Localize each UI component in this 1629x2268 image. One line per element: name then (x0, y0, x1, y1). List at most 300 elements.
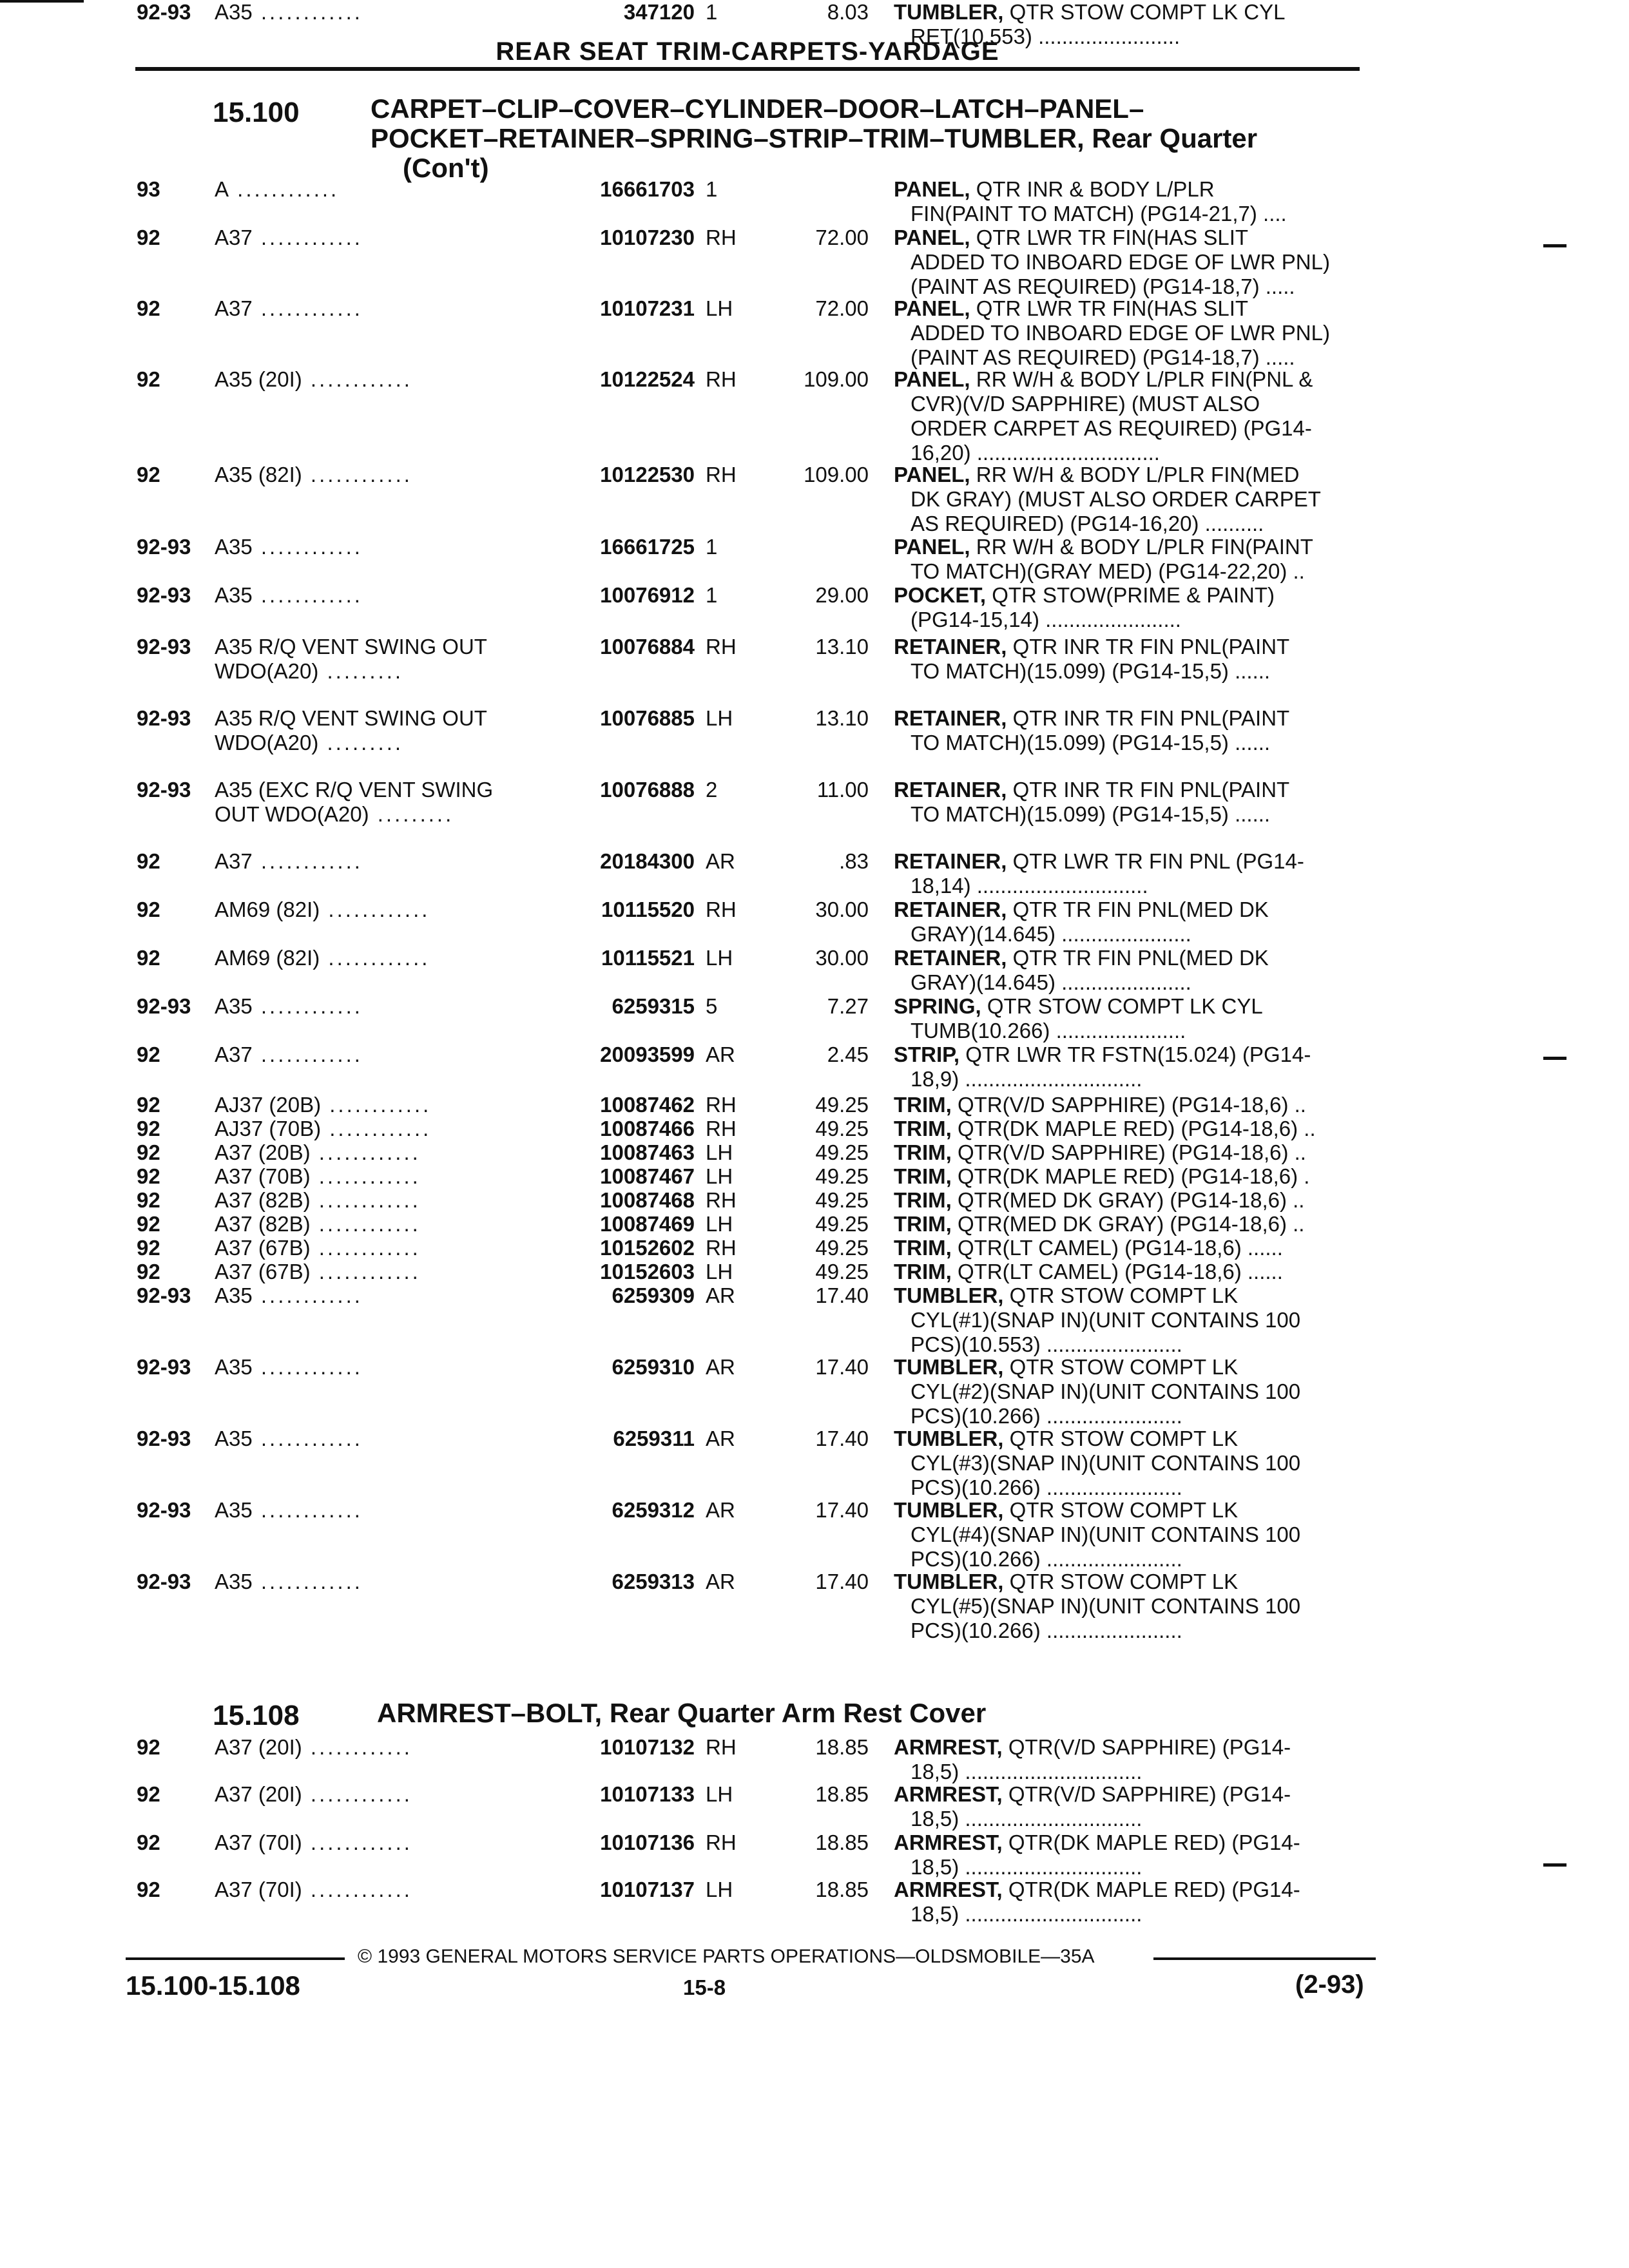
model-code: A35 (82I) (215, 463, 302, 486)
dot-leader: ......... (369, 802, 454, 826)
quantity: 1 (706, 535, 718, 559)
part-keyword: ARMREST, (894, 1831, 1003, 1854)
part-keyword: RETAINER, (894, 898, 1007, 921)
model-code: A35 (215, 1355, 253, 1379)
model-code: A37 (70I) (215, 1831, 302, 1854)
dot-leader: ............ (252, 0, 363, 24)
description-line: 18,14) ............................. (911, 874, 1148, 898)
part-keyword: TRIM, (894, 1236, 952, 1260)
description-line: 18,5) .............................. (911, 1902, 1142, 1926)
model-year: 92 (137, 898, 160, 921)
price: 109.00 (804, 463, 869, 486)
description-line: PCS)(10.553) ....................... (911, 1332, 1182, 1356)
description-line: GRAY)(14.645) ...................... (911, 922, 1191, 946)
description-line: QTR(LT CAMEL) (PG14-18,6) ...... (958, 1260, 1283, 1283)
price: 18.85 (815, 1735, 869, 1759)
quantity: RH (706, 1117, 737, 1140)
quantity: LH (706, 1878, 733, 1901)
dot-leader: ............ (252, 1355, 363, 1379)
part-description (894, 0, 1383, 49)
part-number: 10107230 (600, 226, 695, 249)
model-code: A35 (EXC R/Q VENT SWING OUT WDO(A20) (215, 778, 494, 826)
description-line: QTR INR & BODY L/PLR (976, 177, 1215, 201)
model-year: 92 (137, 1212, 160, 1236)
part-keyword: TRIM, (894, 1093, 952, 1117)
dot-leader: ............ (310, 1236, 421, 1260)
model-year: 92 (137, 367, 160, 391)
model-year: 92 (137, 1236, 160, 1260)
dot-leader: ............ (252, 535, 363, 559)
section-number: 15.108 (213, 1700, 300, 1731)
quantity: 1 (706, 177, 718, 201)
quantity: AR (706, 1498, 735, 1522)
model-year: 92-93 (137, 1570, 191, 1593)
part-description (894, 583, 1383, 632)
quantity: AR (706, 849, 735, 873)
model-year: 92 (137, 226, 160, 249)
part-keyword: TUMBLER, (894, 1498, 1004, 1522)
part-number: 10115520 (601, 898, 695, 921)
description-line: 16,20) ............................... (911, 441, 1160, 465)
part-keyword: TRIM, (894, 1140, 952, 1164)
section-title (371, 94, 1257, 183)
quantity: RH (706, 1735, 737, 1759)
model-code: A35 (215, 1498, 253, 1522)
part-description (894, 1283, 1383, 1357)
part-description (894, 1735, 1383, 1784)
description-line: QTR(MED DK GRAY) (PG14-18,6) .. (958, 1188, 1305, 1212)
part-description (894, 177, 1383, 226)
part-description (894, 1831, 1383, 1879)
description-line: QTR INR TR FIN PNL(PAINT (1012, 778, 1290, 802)
description-line: QTR LWR TR FSTN(15.024) (PG14- (965, 1043, 1311, 1066)
description-line: 18,5) .............................. (911, 1760, 1142, 1783)
model-year: 92 (137, 1831, 160, 1854)
part-number: 10107136 (600, 1831, 695, 1854)
part-keyword: TRIM, (894, 1164, 952, 1188)
dot-leader: ............ (320, 946, 430, 970)
description-line: 18,5) .............................. (911, 1807, 1142, 1831)
description-line: TUMB(10.266) ...................... (911, 1019, 1186, 1043)
part-number: 347120 (623, 0, 695, 24)
quantity: RH (706, 367, 737, 391)
dot-leader: ............ (252, 994, 363, 1018)
part-description (894, 1140, 1383, 1165)
price: 17.40 (815, 1283, 869, 1307)
footer-page-number: 15-8 (683, 1975, 726, 1999)
part-description (894, 1878, 1383, 1927)
description-line: TO MATCH)(15.099) (PG14-15,5) ...... (911, 802, 1271, 826)
dot-leader: ............ (310, 1260, 421, 1283)
model-year: 92-93 (137, 706, 191, 730)
model-year: 92-93 (137, 1283, 191, 1307)
description-line: QTR STOW COMPT LK (1009, 1498, 1239, 1522)
model-code: A37 (20I) (215, 1735, 302, 1759)
part-description (894, 898, 1383, 947)
part-number: 16661703 (600, 177, 695, 201)
price: 18.85 (815, 1878, 869, 1901)
model-year: 92-93 (137, 583, 191, 607)
description-line: QTR LWR TR FIN PNL (PG14- (1012, 849, 1304, 873)
part-number: 20093599 (600, 1043, 695, 1066)
footer-copyright: © 1993 GENERAL MOTORS SERVICE PARTS OPERATIONS—OLDSMOBILE—35A (358, 1946, 1095, 1967)
description-line: QTR(V/D SAPPHIRE) (PG14- (1008, 1735, 1291, 1759)
quantity: AR (706, 1283, 735, 1307)
description-line: QTR(DK MAPLE RED) (PG14-18,6) . (958, 1164, 1310, 1188)
part-keyword: PANEL, (894, 463, 970, 486)
quantity: LH (706, 1140, 733, 1164)
description-line: QTR STOW COMPT LK (1009, 1283, 1239, 1307)
part-description (894, 367, 1383, 465)
description-line: QTR TR FIN PNL(MED DK (1012, 898, 1269, 921)
description-line: CYL(#5)(SNAP IN)(UNIT CONTAINS 100 (911, 1594, 1301, 1618)
description-line: CYL(#2)(SNAP IN)(UNIT CONTAINS 100 (911, 1379, 1301, 1403)
dot-leader: ............ (310, 1140, 421, 1164)
part-keyword: SPRING, (894, 994, 981, 1018)
part-description (894, 463, 1383, 536)
price: 49.25 (815, 1212, 869, 1236)
dot-leader: ............ (302, 463, 412, 486)
model-year: 92 (137, 1093, 160, 1117)
part-keyword: ARMREST, (894, 1878, 1003, 1901)
quantity: RH (706, 1093, 737, 1117)
price: 29.00 (815, 583, 869, 607)
model-code: A35 (20I) (215, 367, 302, 391)
model-code: A35 (215, 583, 253, 607)
part-keyword: TUMBLER, (894, 1570, 1004, 1593)
quantity: 1 (706, 583, 718, 607)
model-year: 92 (137, 1735, 160, 1759)
quantity: 1 (706, 0, 718, 24)
model-year: 92 (137, 1878, 160, 1901)
part-number: 16661725 (600, 535, 695, 559)
model-code: A37 (82B) (215, 1188, 311, 1212)
dot-leader: ............ (252, 583, 363, 607)
dot-leader: ............ (252, 226, 363, 249)
model-year: 92-93 (137, 1498, 191, 1522)
quantity: RH (706, 635, 737, 658)
part-description (894, 778, 1383, 827)
model-code: A35 (215, 535, 253, 559)
quantity: LH (706, 1164, 733, 1188)
quantity: AR (706, 1427, 735, 1450)
description-line: PCS)(10.266) ....................... (911, 1475, 1182, 1499)
price: 49.25 (815, 1236, 869, 1260)
part-keyword: PANEL, (894, 535, 970, 559)
price: 72.00 (815, 226, 869, 249)
part-description (894, 849, 1383, 898)
model-code: A37 (67B) (215, 1260, 311, 1283)
quantity: LH (706, 296, 733, 320)
part-description (894, 1236, 1383, 1260)
quantity: 2 (706, 778, 718, 802)
description-line: QTR STOW(PRIME & PAINT) (992, 583, 1275, 607)
description-line: QTR(V/D SAPPHIRE) (PG14-18,6) .. (958, 1093, 1306, 1117)
footer-rule-right (1153, 1957, 1376, 1960)
part-number: 10107231 (600, 296, 695, 320)
part-number: 10115521 (601, 946, 695, 970)
margin-mark (1543, 1863, 1566, 1867)
model-code: A35 (215, 1427, 253, 1450)
price: 72.00 (815, 296, 869, 320)
description-line: CYL(#4)(SNAP IN)(UNIT CONTAINS 100 (911, 1523, 1301, 1546)
part-keyword: TUMBLER, (894, 1427, 1004, 1450)
dot-leader: ............ (302, 367, 412, 391)
price: 49.25 (815, 1093, 869, 1117)
part-number: 6259310 (612, 1355, 695, 1379)
dot-leader: ............ (320, 898, 430, 921)
part-description (894, 226, 1383, 299)
quantity: RH (706, 1831, 737, 1854)
description-line: (PAINT AS REQUIRED) (PG14-18,7) ..... (911, 274, 1295, 298)
model-year: 92-93 (137, 1427, 191, 1450)
model-year: 92-93 (137, 0, 191, 24)
section-title: ARMREST–BOLT, Rear Quarter Arm Rest Cover (377, 1698, 987, 1728)
part-keyword: RETAINER, (894, 946, 1007, 970)
section-number: 15.100 (213, 97, 300, 128)
model-code: A (215, 177, 229, 201)
part-description (894, 1355, 1383, 1428)
part-number: 10076884 (600, 635, 695, 658)
description-line: QTR STOW COMPT LK CYL (1009, 0, 1286, 24)
description-line: CYL(#3)(SNAP IN)(UNIT CONTAINS 100 (911, 1451, 1301, 1475)
dot-leader: ............ (252, 1498, 363, 1522)
description-line: QTR INR TR FIN PNL(PAINT (1012, 635, 1290, 658)
price: 18.85 (815, 1782, 869, 1806)
model-code: A37 (215, 296, 253, 320)
part-description (894, 535, 1383, 584)
part-description (894, 1164, 1383, 1189)
description-line: 18,9) .............................. (911, 1067, 1142, 1091)
part-number: 10152602 (600, 1236, 695, 1260)
price: 30.00 (815, 946, 869, 970)
part-description (894, 1212, 1383, 1236)
dot-leader: ............ (229, 177, 340, 201)
model-year: 92-93 (137, 778, 191, 802)
price: 17.40 (815, 1570, 869, 1593)
dot-leader: ............ (321, 1093, 432, 1117)
quantity: LH (706, 1212, 733, 1236)
part-description (894, 1260, 1383, 1284)
model-year: 93 (137, 177, 160, 201)
model-code: A35 R/Q VENT SWING OUT WDO(A20) (215, 635, 487, 683)
description-line: QTR TR FIN PNL(MED DK (1012, 946, 1269, 970)
model-year: 92-93 (137, 635, 191, 658)
description-line: QTR(V/D SAPPHIRE) (PG14- (1008, 1782, 1291, 1806)
description-line: QTR(DK MAPLE RED) (PG14- (1008, 1831, 1300, 1854)
description-line: QTR STOW COMPT LK CYL (987, 994, 1263, 1018)
model-year: 92 (137, 1043, 160, 1066)
quantity: AR (706, 1043, 735, 1066)
model-code: A37 (20B) (215, 1140, 311, 1164)
part-number: 10107137 (600, 1878, 695, 1901)
part-keyword: PANEL, (894, 296, 970, 320)
description-line: ADDED TO INBOARD EDGE OF LWR PNL) (911, 321, 1330, 345)
description-line: QTR(MED DK GRAY) (PG14-18,6) .. (958, 1212, 1305, 1236)
part-keyword: PANEL, (894, 367, 970, 391)
model-year: 92 (137, 849, 160, 873)
dot-leader: ............ (302, 1831, 412, 1854)
part-description (894, 994, 1383, 1043)
quantity: RH (706, 1188, 737, 1212)
description-line: CYL(#1)(SNAP IN)(UNIT CONTAINS 100 (911, 1308, 1301, 1332)
part-description (894, 1117, 1383, 1141)
price: 7.27 (827, 994, 869, 1018)
price: 18.85 (815, 1831, 869, 1854)
description-line: TO MATCH)(15.099) (PG14-15,5) ...... (911, 659, 1271, 683)
part-keyword: PANEL, (894, 177, 970, 201)
dot-leader: ............ (302, 1782, 412, 1806)
part-description (894, 1427, 1383, 1500)
part-number: 20184300 (600, 849, 695, 873)
price: 17.40 (815, 1355, 869, 1379)
description-line: RET(10.553) ........................ (911, 24, 1181, 48)
part-description (894, 1570, 1383, 1643)
part-keyword: POCKET, (894, 583, 987, 607)
price: .83 (839, 849, 869, 873)
part-number: 10107133 (600, 1782, 695, 1806)
description-line: ADDED TO INBOARD EDGE OF LWR PNL) (911, 250, 1330, 274)
part-number: 10107132 (600, 1735, 695, 1759)
model-year: 92 (137, 1188, 160, 1212)
quantity: RH (706, 226, 737, 249)
quantity: RH (706, 898, 737, 921)
price: 109.00 (804, 367, 869, 391)
footer-date: (2-93) (1295, 1970, 1364, 1999)
quantity: RH (706, 463, 737, 486)
dot-leader: ............ (310, 1212, 421, 1236)
description-line: QTR STOW COMPT LK (1009, 1427, 1239, 1450)
part-keyword: RETAINER, (894, 706, 1007, 730)
part-number: 10087467 (600, 1164, 695, 1188)
model-code: AJ37 (70B) (215, 1117, 322, 1140)
model-code: A35 (215, 1570, 253, 1593)
section-title-line: CARPET–CLIP–COVER–CYLINDER–DOOR–LATCH–PANEL– (371, 93, 1144, 124)
part-number: 6259313 (612, 1570, 695, 1593)
model-code: A37 (215, 226, 253, 249)
model-code: AM69 (82I) (215, 946, 320, 970)
part-keyword: RETAINER, (894, 849, 1007, 873)
part-keyword: RETAINER, (894, 778, 1007, 802)
price: 11.00 (816, 778, 869, 802)
part-number: 10087462 (600, 1093, 695, 1117)
model-code: A37 (70I) (215, 1878, 302, 1901)
part-keyword: ARMREST, (894, 1782, 1003, 1806)
price: 8.03 (827, 0, 869, 24)
price: 49.25 (815, 1117, 869, 1140)
quantity: AR (706, 1355, 735, 1379)
model-code: A37 (20I) (215, 1782, 302, 1806)
price: 13.10 (815, 635, 869, 658)
description-line: RR W/H & BODY L/PLR FIN(PNL & (976, 367, 1313, 391)
description-line: CVR)(V/D SAPPHIRE) (MUST ALSO (911, 392, 1260, 416)
model-year: 92 (137, 1140, 160, 1164)
part-number: 6259309 (612, 1283, 695, 1307)
description-line: PCS)(10.266) ....................... (911, 1404, 1182, 1428)
price: 17.40 (815, 1498, 869, 1522)
price: 2.45 (827, 1043, 869, 1066)
part-number: 10122524 (600, 367, 695, 391)
model-year: 92-93 (137, 994, 191, 1018)
model-code: A37 (215, 1043, 253, 1066)
part-keyword: TUMBLER, (894, 0, 1004, 24)
quantity: RH (706, 1236, 737, 1260)
description-line: AS REQUIRED) (PG14-16,20) .......... (911, 512, 1264, 535)
model-code: A35 (215, 994, 253, 1018)
part-description (894, 1093, 1383, 1117)
quantity: LH (706, 706, 733, 730)
header-rule (135, 67, 1360, 71)
part-number: 10087468 (600, 1188, 695, 1212)
model-year: 92 (137, 1782, 160, 1806)
part-description (894, 1782, 1383, 1831)
price: 30.00 (815, 898, 869, 921)
model-year: 92 (137, 296, 160, 320)
description-line: QTR(DK MAPLE RED) (PG14-18,6) .. (958, 1117, 1316, 1140)
part-description (894, 1498, 1383, 1571)
part-keyword: TRIM, (894, 1212, 952, 1236)
dot-leader: ............ (310, 1188, 421, 1212)
section-title-cont: (Con't) (403, 153, 489, 183)
part-number: 10076885 (600, 706, 695, 730)
part-keyword: PANEL, (894, 226, 970, 249)
description-line: GRAY)(14.645) ...................... (911, 970, 1191, 994)
part-number: 10122530 (600, 463, 695, 486)
dot-leader: ............ (252, 1570, 363, 1593)
dot-leader: ......... (318, 659, 404, 683)
section-title-line: POCKET–RETAINER–SPRING–STRIP–TRIM–TUMBLER, Rear Quarter (371, 123, 1258, 153)
dot-leader: ............ (302, 1735, 412, 1759)
model-year: 92 (137, 1260, 160, 1283)
description-line: PCS)(10.266) ....................... (911, 1619, 1182, 1642)
dot-leader: ............ (252, 1427, 363, 1450)
description-line: QTR LWR TR FIN(HAS SLIT (976, 296, 1249, 320)
part-description (894, 296, 1383, 370)
quantity: LH (706, 1782, 733, 1806)
description-line: QTR STOW COMPT LK (1009, 1355, 1239, 1379)
footer-rule-left (126, 1957, 345, 1960)
part-keyword: TUMBLER, (894, 1283, 1004, 1307)
model-year: 92 (137, 1164, 160, 1188)
description-line: RR W/H & BODY L/PLR FIN(PAINT (976, 535, 1313, 559)
model-code: A35 (215, 0, 253, 24)
model-year: 92-93 (137, 535, 191, 559)
part-description (894, 1043, 1383, 1091)
page-title: REAR SEAT TRIM-CARPETS-YARDAGE (496, 37, 999, 66)
model-year: 92 (137, 1117, 160, 1140)
part-description (894, 706, 1383, 755)
part-number: 10087463 (600, 1140, 695, 1164)
model-code: A37 (82B) (215, 1212, 311, 1236)
dot-leader: ............ (321, 1117, 432, 1140)
part-keyword: TRIM, (894, 1188, 952, 1212)
margin-mark (1543, 1057, 1566, 1060)
footer-section-range: 15.100-15.108 (126, 1970, 300, 2001)
quantity: LH (706, 946, 733, 970)
description-line: FIN(PAINT TO MATCH) (PG14-21,7) .... (911, 202, 1287, 226)
top-corner-rule (0, 0, 84, 3)
quantity: LH (706, 1260, 733, 1283)
description-line: QTR INR TR FIN PNL(PAINT (1012, 706, 1290, 730)
price: 13.10 (815, 706, 869, 730)
part-number: 6259311 (613, 1427, 695, 1450)
price: 49.25 (815, 1188, 869, 1212)
part-keyword: TUMBLER, (894, 1355, 1004, 1379)
dot-leader: ............ (252, 1283, 363, 1307)
model-code: A35 R/Q VENT SWING OUT WDO(A20) (215, 706, 487, 754)
description-line: DK GRAY) (MUST ALSO ORDER CARPET (911, 487, 1321, 511)
model-code: AJ37 (20B) (215, 1093, 322, 1117)
